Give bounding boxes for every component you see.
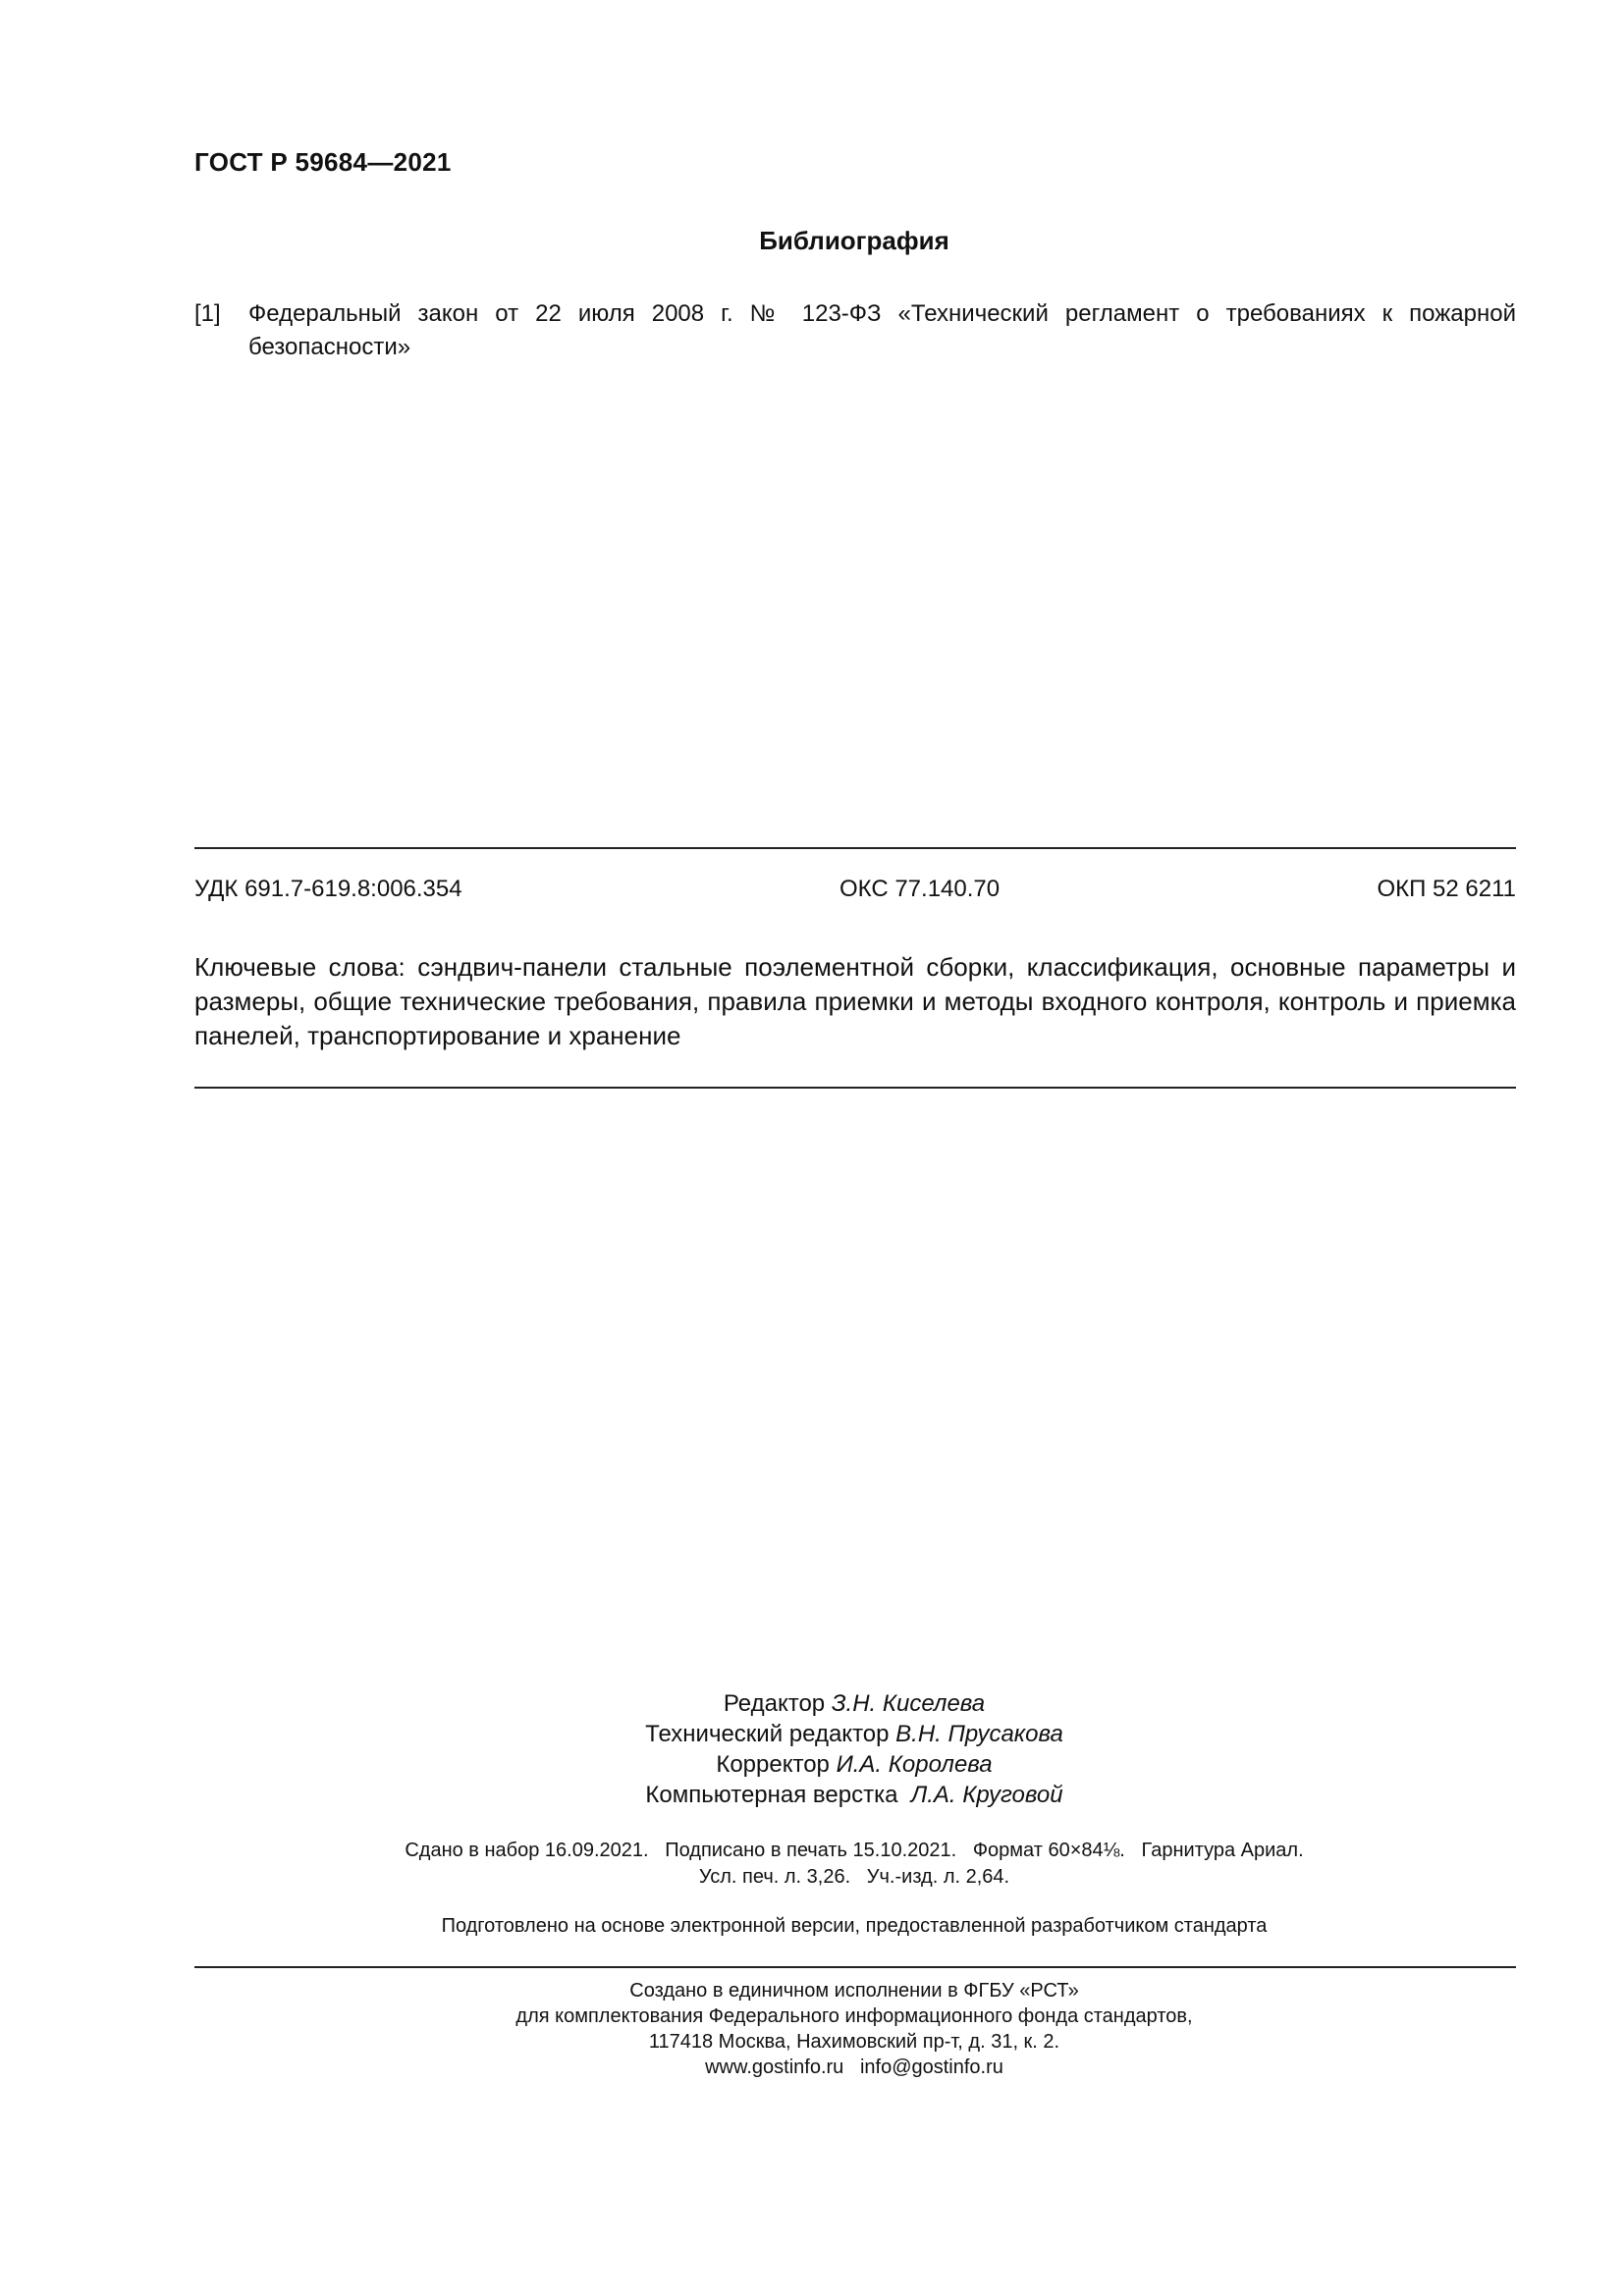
publisher-line-3: 117418 Москва, Нахимовский пр-т, д. 31, к. 2. — [648, 2031, 1060, 2053]
credit-person: И.А. Королева — [836, 1751, 993, 1778]
credit-role: Редактор — [723, 1690, 826, 1717]
classification-codes — [194, 876, 1516, 903]
keywords: Ключевые слова: сэндвич-панели стальные поэлементной сборки, классификация, основные параметры и размеры, общие технические требования, правила приемки и методы входного контроля, контроль и приемка панелей, транспортирование и хранение — [194, 952, 1516, 1050]
credit-editor — [0, 1688, 1624, 1719]
prepared-note: Подготовлено на основе электронной версии, предоставленной разработчиком стандарта — [441, 1915, 1268, 1937]
credit-technical-editor — [0, 1719, 1624, 1749]
credit-role: Компьютерная верстка — [645, 1782, 898, 1808]
credits — [0, 1688, 1624, 1810]
bibliography-title: Библиография — [759, 226, 949, 255]
publisher-info — [0, 1978, 1624, 2080]
credit-role: Корректор — [716, 1751, 830, 1778]
udk-code: УДК 691.7-619.8:006.354 — [194, 876, 462, 902]
publisher-line-2: для комплектования Федерального информационного фонда стандартов, — [515, 2005, 1193, 2027]
divider-bottom — [194, 1966, 1516, 1968]
publisher-line-4: www.gostinfo.ru info@gostinfo.ru — [705, 2056, 1003, 2078]
okp-code: ОКП 52 6211 — [1377, 876, 1516, 902]
oks-code: ОКС 77.140.70 — [839, 876, 1001, 902]
bibliography-entry-text: Федеральный закон от 22 июля 2008 г. № 123-ФЗ «Технический регламент о требованиях к пожарной безопасности» — [248, 300, 1516, 360]
credit-proofreader — [0, 1749, 1624, 1780]
credit-person: З.Н. Киселева — [831, 1690, 986, 1717]
credit-person: Л.А. Круговой — [910, 1782, 1063, 1808]
publication-info — [0, 1838, 1624, 1891]
publication-line-1: Сдано в набор 16.09.2021. Подписано в печать 15.10.2021. Формат 60×84⅛. Гарнитура Ариал. — [405, 1840, 1304, 1861]
bibliography-entry-number: [1] — [194, 300, 221, 327]
credit-role: Технический редактор — [645, 1721, 890, 1747]
credit-person: В.Н. Прусакова — [895, 1721, 1063, 1747]
publication-line-2: Усл. печ. л. 3,26. Уч.-изд. л. 2,64. — [698, 1866, 1010, 1888]
divider-top — [194, 847, 1516, 849]
divider-middle — [194, 1087, 1516, 1089]
publisher-line-1: Создано в единичном исполнении в ФГБУ «РСТ» — [629, 1980, 1079, 2002]
standard-code: ГОСТ Р 59684—2021 — [194, 147, 452, 177]
credit-layout — [0, 1780, 1624, 1810]
